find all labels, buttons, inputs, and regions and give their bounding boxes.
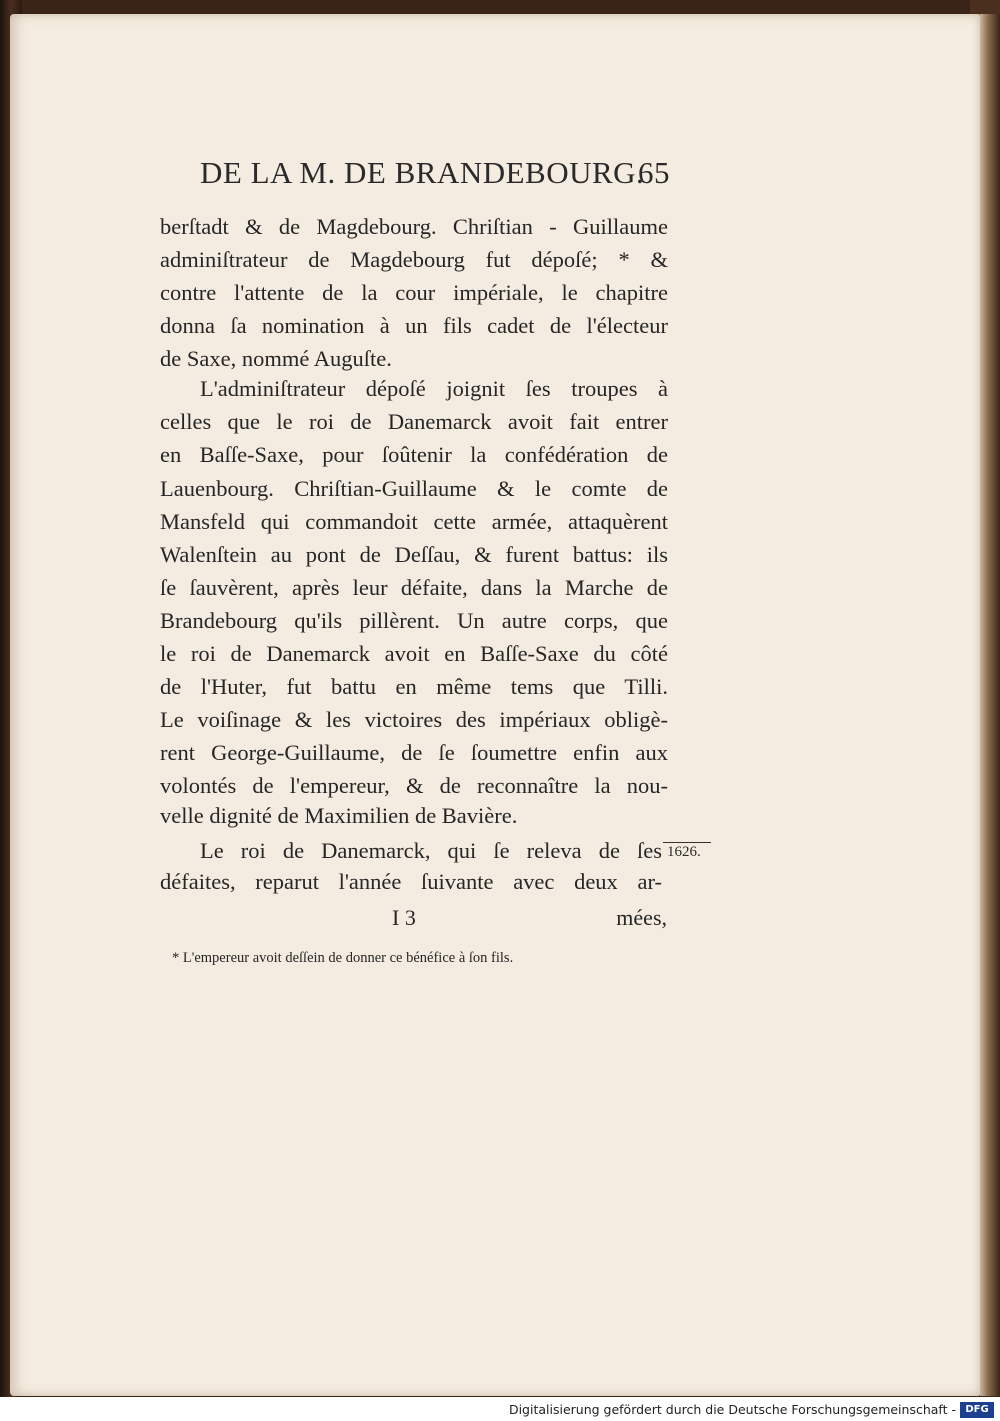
text-line: Walenſtein au pont de Deſſau, & furent battus: ils [160,542,668,567]
text-line: de l'Huter, fut battu en même tems que Tilli. [160,674,668,699]
page-number: 65 [638,155,670,190]
text-line: le roi de Danemarck avoit en Baſſe-Saxe du côté [160,641,668,666]
text-line: Mansfeld qui commandoit cette armée, attaquèrent [160,509,668,534]
text-line: Lauenbourg. Chriſtian-Guillaume & le comte de [160,476,668,501]
text-line: volontés de l'empereur, & de reconnaître la nou- [160,773,668,798]
text-line: contre l'attente de la cour impériale, le chapitre [160,280,668,305]
text-line: velle dignité de Maximilien de Bavière. [160,803,518,828]
marginal-date-text: 1626. [667,844,701,860]
text-line: en Baſſe-Saxe, pour ſoûtenir la confédération de [160,442,668,467]
text-line: donna ſa nomination à un fils cadet de l'électeur [160,313,668,338]
text-line: de Saxe, nommé Auguſte. [160,346,392,371]
page-edge-shadow [980,14,1000,1396]
footnote: * L'empereur avoit deſſein de donner ce bénéfice à ſon fils. [172,950,514,966]
text-line: rent George-Guillaume, de ſe ſoumettre enfin aux [160,740,668,765]
paragraph-start-line: L'adminiſtrateur dépoſé joignit ſes troupes à [200,376,668,401]
signature-mark: I 3 [392,905,416,930]
text-line: Brandebourg qu'ils pillèrent. Un autre corps, que [160,608,668,633]
text-line: ſe ſauvèrent, après leur défaite, dans la Marche de [160,575,668,600]
paragraph-start-line: Le roi de Danemarck, qui ſe releva de ſes [200,838,662,863]
funding-credit: Digitalisierung gefördert durch die Deutsche Forschungsgemeinschaft - [508,1402,956,1417]
running-title: DE LA M. DE BRANDEBOURG. [200,155,645,190]
dfg-logo: DFG [960,1402,994,1418]
marginal-date [667,836,701,860]
text-line: berſtadt & de Magdebourg. Chriſtian - Guillaume [160,214,668,239]
text-line: Le voiſinage & les victoires des impériaux obligè- [160,707,668,732]
running-header [200,155,670,191]
catchword: mées, [616,905,667,930]
text-line: celles que le roi de Danemarck avoit fait entrer [160,409,668,434]
text-line: adminiſtrateur de Magdebourg fut dépoſé; * & [160,247,668,272]
text-line: défaites, reparut l'année ſuivante avec deux ar- [160,869,662,894]
